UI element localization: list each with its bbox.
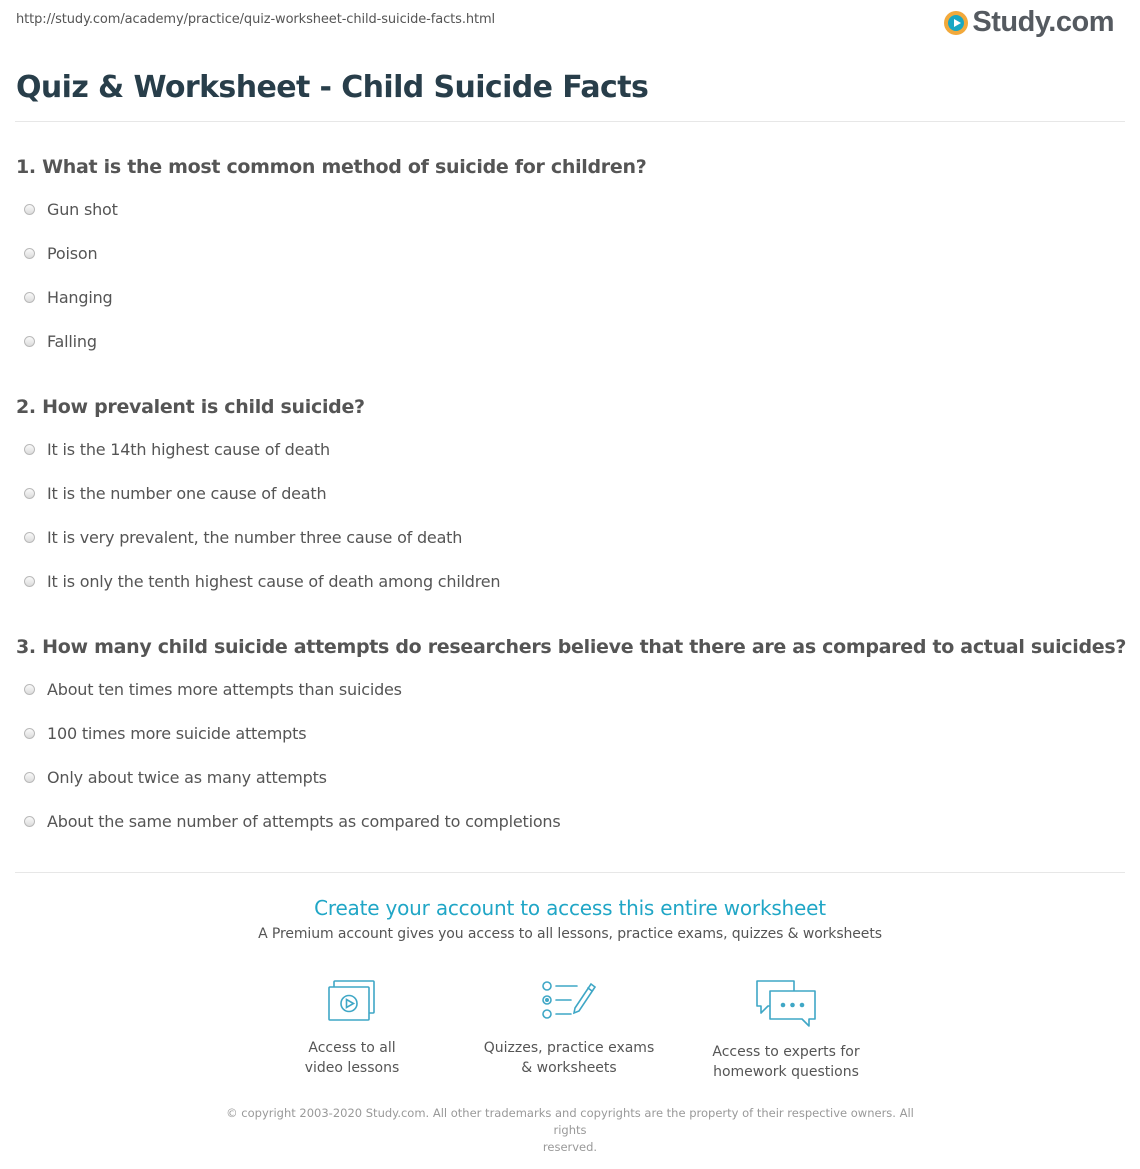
answer-text: About ten times more attempts than suicides [47, 680, 402, 699]
answer-option[interactable] [24, 244, 97, 263]
answer-option[interactable] [24, 288, 112, 307]
answer-text: About the same number of attempts as compared to completions [47, 812, 561, 831]
feature-label-line: Access to all [308, 1040, 396, 1056]
answer-option[interactable] [24, 440, 330, 459]
answer-option[interactable] [24, 768, 327, 787]
answer-text: Gun shot [47, 200, 118, 219]
page-url: http://study.com/academy/practice/quiz-worksheet-child-suicide-facts.html [16, 12, 496, 27]
question-1: 1. What is the most common method of suicide for children? [16, 156, 647, 178]
radio-button[interactable] [24, 488, 35, 499]
answer-option[interactable] [24, 332, 97, 351]
feature-label-line: video lessons [304, 1060, 400, 1076]
logo-text: Study.com [972, 6, 1114, 38]
play-circle-icon [944, 11, 968, 35]
feature-label-line: homework questions [713, 1064, 859, 1080]
radio-button[interactable] [24, 772, 35, 783]
radio-button[interactable] [24, 532, 35, 543]
copyright-line: © copyright 2003-2020 Study.com. All other trademarks and copyrights are the property of their respective owners. All rights [226, 1106, 914, 1137]
answer-text: It is very prevalent, the number three cause of death [47, 528, 463, 547]
answer-option[interactable] [24, 724, 306, 743]
create-account-link[interactable]: Create your account to access this entire worksheet [314, 896, 826, 920]
quiz-checklist-icon [541, 978, 597, 1024]
video-lessons-icon [326, 978, 378, 1024]
radio-button[interactable] [24, 336, 35, 347]
radio-button[interactable] [24, 684, 35, 695]
radio-button[interactable] [24, 248, 35, 259]
answer-option[interactable] [24, 200, 118, 219]
page-title: Quiz & Worksheet - Child Suicide Facts [16, 70, 649, 105]
answer-text: It is the number one cause of death [47, 484, 327, 503]
answer-text: Falling [47, 332, 97, 351]
answer-option[interactable] [24, 680, 402, 699]
study-logo[interactable] [944, 6, 1114, 39]
answer-text: Only about twice as many attempts [47, 768, 327, 787]
answer-text: It is only the tenth highest cause of death among children [47, 572, 501, 591]
feature-label-line: Quizzes, practice exams [483, 1040, 655, 1056]
answer-text: 100 times more suicide attempts [47, 724, 307, 743]
premium-description: A Premium account gives you access to all lessons, practice exams, quizzes & worksheets [258, 926, 882, 942]
answer-option[interactable] [24, 572, 500, 591]
header-divider [15, 121, 1125, 122]
radio-button[interactable] [24, 292, 35, 303]
feature-quizzes [469, 978, 669, 1078]
answer-option[interactable] [24, 484, 326, 503]
answer-text: Hanging [47, 288, 113, 307]
feature-experts [686, 978, 886, 1082]
chat-bubbles-icon [754, 978, 818, 1028]
answer-text: Poison [47, 244, 98, 263]
copyright-line: reserved. [542, 1140, 598, 1154]
feature-label-line: Access to experts for [712, 1044, 860, 1060]
question-3: 3. How many child suicide attempts do researchers believe that there are as compared to actual suicides? [16, 636, 1127, 658]
question-2: 2. How prevalent is child suicide? [16, 396, 365, 418]
feature-video-lessons [252, 978, 452, 1078]
radio-button[interactable] [24, 204, 35, 215]
answer-option[interactable] [24, 528, 462, 547]
answer-option[interactable] [24, 812, 561, 831]
radio-button[interactable] [24, 444, 35, 455]
feature-label-line: & worksheets [521, 1060, 617, 1076]
copyright-notice [215, 1105, 925, 1156]
answer-text: It is the 14th highest cause of death [47, 440, 330, 459]
radio-button[interactable] [24, 576, 35, 587]
radio-button[interactable] [24, 728, 35, 739]
cta-divider [15, 872, 1125, 873]
radio-button[interactable] [24, 816, 35, 827]
